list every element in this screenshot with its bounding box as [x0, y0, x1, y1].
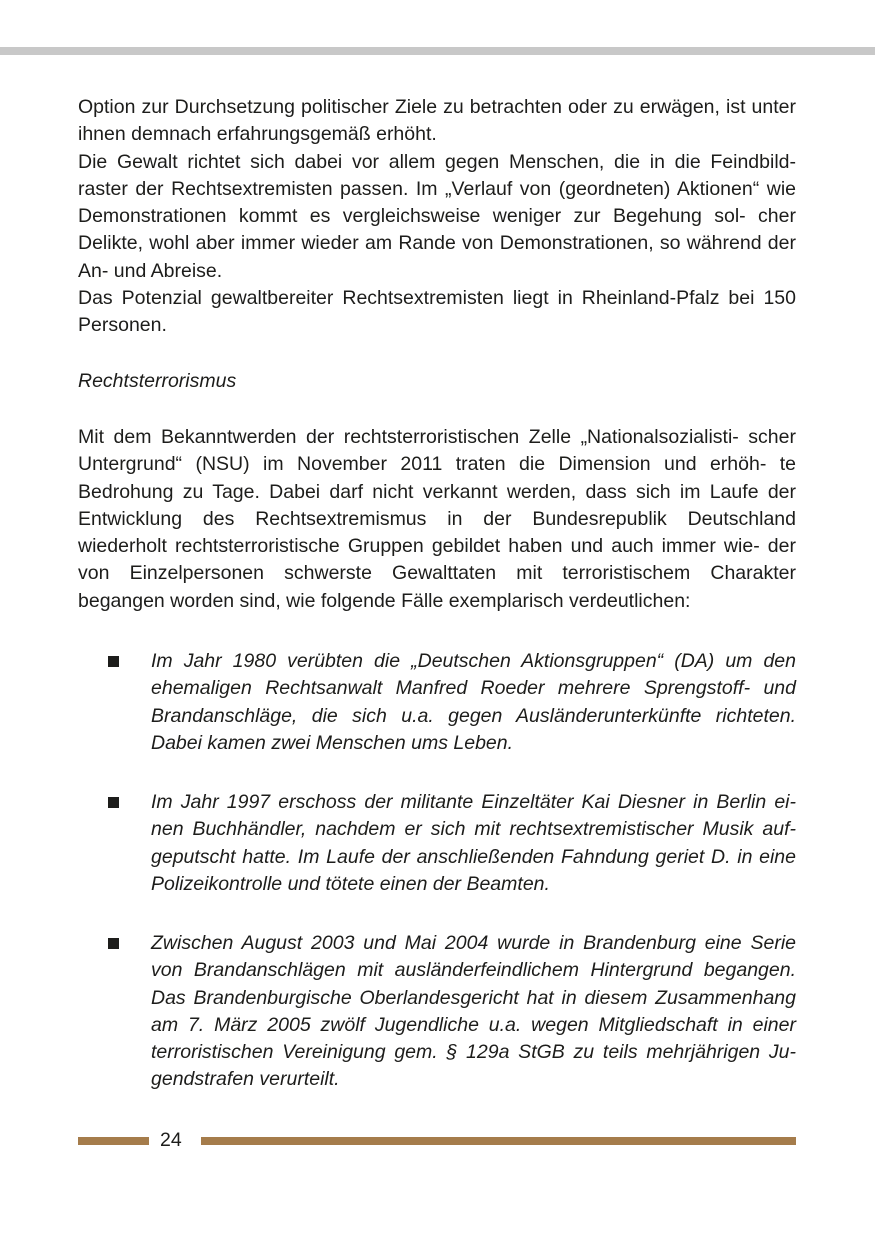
- intro-text-block: [78, 424, 796, 615]
- square-bullet-icon: [108, 797, 119, 808]
- bullet-text: Im Jahr 1997 erschoss der militante Einzeltäter Kai Diesner in Berlin ei- nen Buchhändler, nachdem er sich mit rechtsextremistischer Musik auf- geputscht hatte. Im Laufe der anschließenden Fahndung geriet D. in eine Polizeikontrolle und tötete einen der Beamten.: [151, 791, 796, 895]
- top-text-block: [78, 94, 796, 340]
- bullet-text: Im Jahr 1980 verübten die „Deutschen Aktionsgruppen“ (DA) um den ehemaligen Rechtsanwalt Manfred Roeder mehrere Sprengstoff- und Brandanschläge, die sich u.a. gegen Ausländerunterkünfte richteten. Dabei kamen zwei Menschen ums Leben.: [151, 650, 796, 754]
- paragraph: Die Gewalt richtet sich dabei vor allem gegen Menschen, die in die Feindbild- raster der Rechtsextremisten passen. Im „Verlauf von (geordneten) Aktionen“ wie Demonstrationen kommt es vergleichsweise weniger zur Begehung sol- cher Delikte, wohl aber immer wieder am Rande von Demonstrationen, so während der An- und Abreise.: [78, 150, 796, 282]
- footer-rule-left: [78, 1137, 149, 1145]
- square-bullet-icon: [108, 938, 119, 949]
- bullet-item: [78, 648, 796, 757]
- top-rule: [0, 47, 875, 55]
- bullet-text: Zwischen August 2003 und Mai 2004 wurde in Brandenburg eine Serie von Brandanschlägen mit ausländerfeindlichem Hintergrund begangen. Das Brandenburgische Oberlandesgericht hat in diesem Zusammenhang am 7. März 2005 zwölf Jugendliche u.a. wegen Mitgliedschaft in einer terroristischen Vereinigung gem. § 129a StGB zu teils mehrjährigen Ju- gendstrafen verurteilt.: [151, 932, 796, 1091]
- bullet-item: [78, 930, 796, 1094]
- intro-paragraph: Mit dem Bekanntwerden der rechtsterroristischen Zelle „Nationalsozialisti- scher Untergrund“ (NSU) im November 2011 traten die Dimension und erhöh- te Bedrohung zu Tage. Dabei darf nicht verkannt werden, dass sich im Laufe der Entwicklung des Rechtsextremismus in der Bundesrepublik Deutschland wiederholt rechtsterroristische Gruppen gebildet haben und auch immer wie- der von Einzelpersonen schwerste Gewalttaten mit terroristischem Charakter begangen worden sind, wie folgende Fälle exemplarisch verdeutlichen:: [78, 426, 796, 612]
- paragraph: Option zur Durchsetzung politischer Ziele zu betrachten oder zu erwägen, ist unter ihnen demnach erfahrungsgemäß erhöht.: [78, 96, 796, 146]
- paragraph: Das Potenzial gewaltbereiter Rechtsextremisten liegt in Rheinland-Pfalz bei 150 Personen.: [78, 287, 796, 337]
- footer-rule-right: [201, 1137, 796, 1145]
- section-heading: Rechtsterrorismus: [78, 370, 237, 392]
- bullet-item: [78, 789, 796, 898]
- square-bullet-icon: [108, 656, 119, 667]
- page-number: 24: [160, 1129, 182, 1151]
